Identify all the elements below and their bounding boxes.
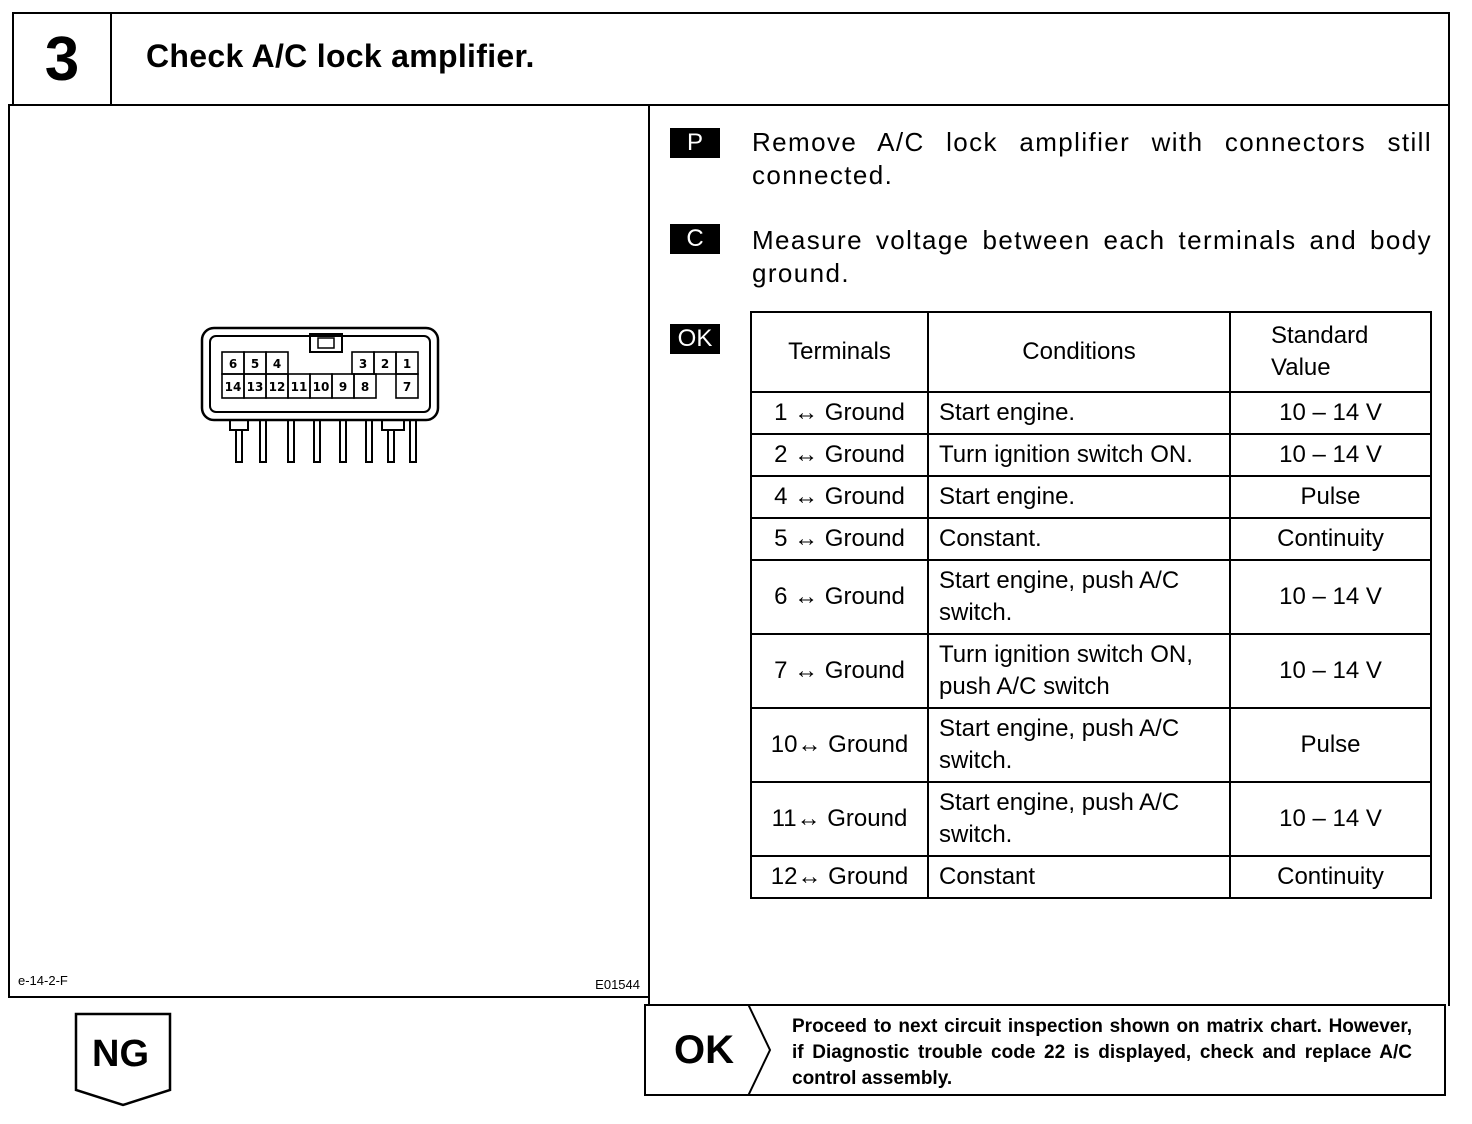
cell-condition: Start engine, push A/C switch. xyxy=(928,708,1230,782)
cell-condition: Turn ignition switch ON. xyxy=(928,434,1230,476)
ok-label: OK xyxy=(674,1028,734,1072)
pin-label: 2 xyxy=(380,357,390,371)
cell-condition: Turn ignition switch ON, push A/C switch xyxy=(928,634,1230,708)
spec-table xyxy=(750,311,1432,899)
cell-value: Continuity xyxy=(1230,518,1431,560)
figure-code-left: e-14-2-F xyxy=(18,973,68,988)
cell-terminal: 1 ↔ Ground xyxy=(751,392,928,434)
instruction-c: Measure voltage between each terminals and body ground. xyxy=(752,225,1432,288)
pin-label: 1 xyxy=(402,357,412,371)
table-row xyxy=(751,560,1431,634)
cell-condition: Constant. xyxy=(928,518,1230,560)
table-row xyxy=(751,518,1431,560)
pin-label: 11 xyxy=(290,380,308,394)
pin-label: 6 xyxy=(228,357,238,371)
figure-code-right: E01544 xyxy=(595,977,640,992)
cell-value: 10 – 14 V xyxy=(1230,560,1431,634)
cell-condition: Constant xyxy=(928,856,1230,898)
step-title: Check A/C lock amplifier. xyxy=(146,38,535,74)
table-row xyxy=(751,392,1431,434)
cell-condition: Start engine, push A/C switch. xyxy=(928,560,1230,634)
cell-terminal: 11↔ Ground xyxy=(751,782,928,856)
table-header-row xyxy=(751,312,1431,392)
pin-label: 5 xyxy=(250,357,260,371)
cell-terminal: 6 ↔ Ground xyxy=(751,560,928,634)
pin-label: 9 xyxy=(338,380,348,394)
pin-label: 3 xyxy=(358,357,368,371)
cell-condition: Start engine, push A/C switch. xyxy=(928,782,1230,856)
cell-value: Pulse xyxy=(1230,708,1431,782)
cell-terminal: 7 ↔ Ground xyxy=(751,634,928,708)
header-terminals: Terminals xyxy=(751,312,928,392)
instruction-p: Remove A/C lock amplifier with connectors still connected. xyxy=(752,127,1432,190)
table-row xyxy=(751,476,1431,518)
connector-illustration-panel xyxy=(8,104,650,998)
chevron-right-icon xyxy=(746,1004,776,1096)
cell-value: Pulse xyxy=(1230,476,1431,518)
step-number: 3 xyxy=(14,14,112,104)
ng-label: NG xyxy=(92,1033,149,1075)
table-row xyxy=(751,708,1431,782)
cell-value: 10 – 14 V xyxy=(1230,634,1431,708)
pin-label: 4 xyxy=(272,357,282,371)
cell-condition: Start engine. xyxy=(928,476,1230,518)
step-header xyxy=(12,12,1450,106)
procedure-panel xyxy=(648,104,1450,1006)
table-row xyxy=(751,434,1431,476)
pin-label: 12 xyxy=(268,380,286,394)
pin-label: 7 xyxy=(402,380,412,394)
header-standard-value: Standard Value xyxy=(1230,312,1431,392)
cell-terminal: 2 ↔ Ground xyxy=(751,434,928,476)
cell-terminal: 12↔ Ground xyxy=(751,856,928,898)
table-row xyxy=(751,782,1431,856)
pin-label: 8 xyxy=(360,380,370,394)
cell-value: 10 – 14 V xyxy=(1230,392,1431,434)
cell-terminal: 4 ↔ Ground xyxy=(751,476,928,518)
pin-label: 13 xyxy=(246,380,264,394)
table-row xyxy=(751,634,1431,708)
cell-value: Continuity xyxy=(1230,856,1431,898)
pin-label: 14 xyxy=(224,380,242,394)
tag-ok: OK xyxy=(670,324,720,354)
cell-value: 10 – 14 V xyxy=(1230,782,1431,856)
connector-diagram xyxy=(200,326,450,476)
cell-condition: Start engine. xyxy=(928,392,1230,434)
pin-label: 10 xyxy=(312,380,330,394)
ok-result-text: Proceed to next circuit inspection shown on matrix chart. However, if Diagnostic trouble code 22 is displayed, check and replace A/C control assembly. xyxy=(792,1016,1412,1089)
cell-terminal: 5 ↔ Ground xyxy=(751,518,928,560)
table-row xyxy=(751,856,1431,898)
cell-value: 10 – 14 V xyxy=(1230,434,1431,476)
tag-c: C xyxy=(670,224,720,254)
cell-terminal: 10↔ Ground xyxy=(751,708,928,782)
ok-result-box xyxy=(644,1004,1446,1096)
tag-p: P xyxy=(670,128,720,158)
header-conditions: Conditions xyxy=(928,312,1230,392)
